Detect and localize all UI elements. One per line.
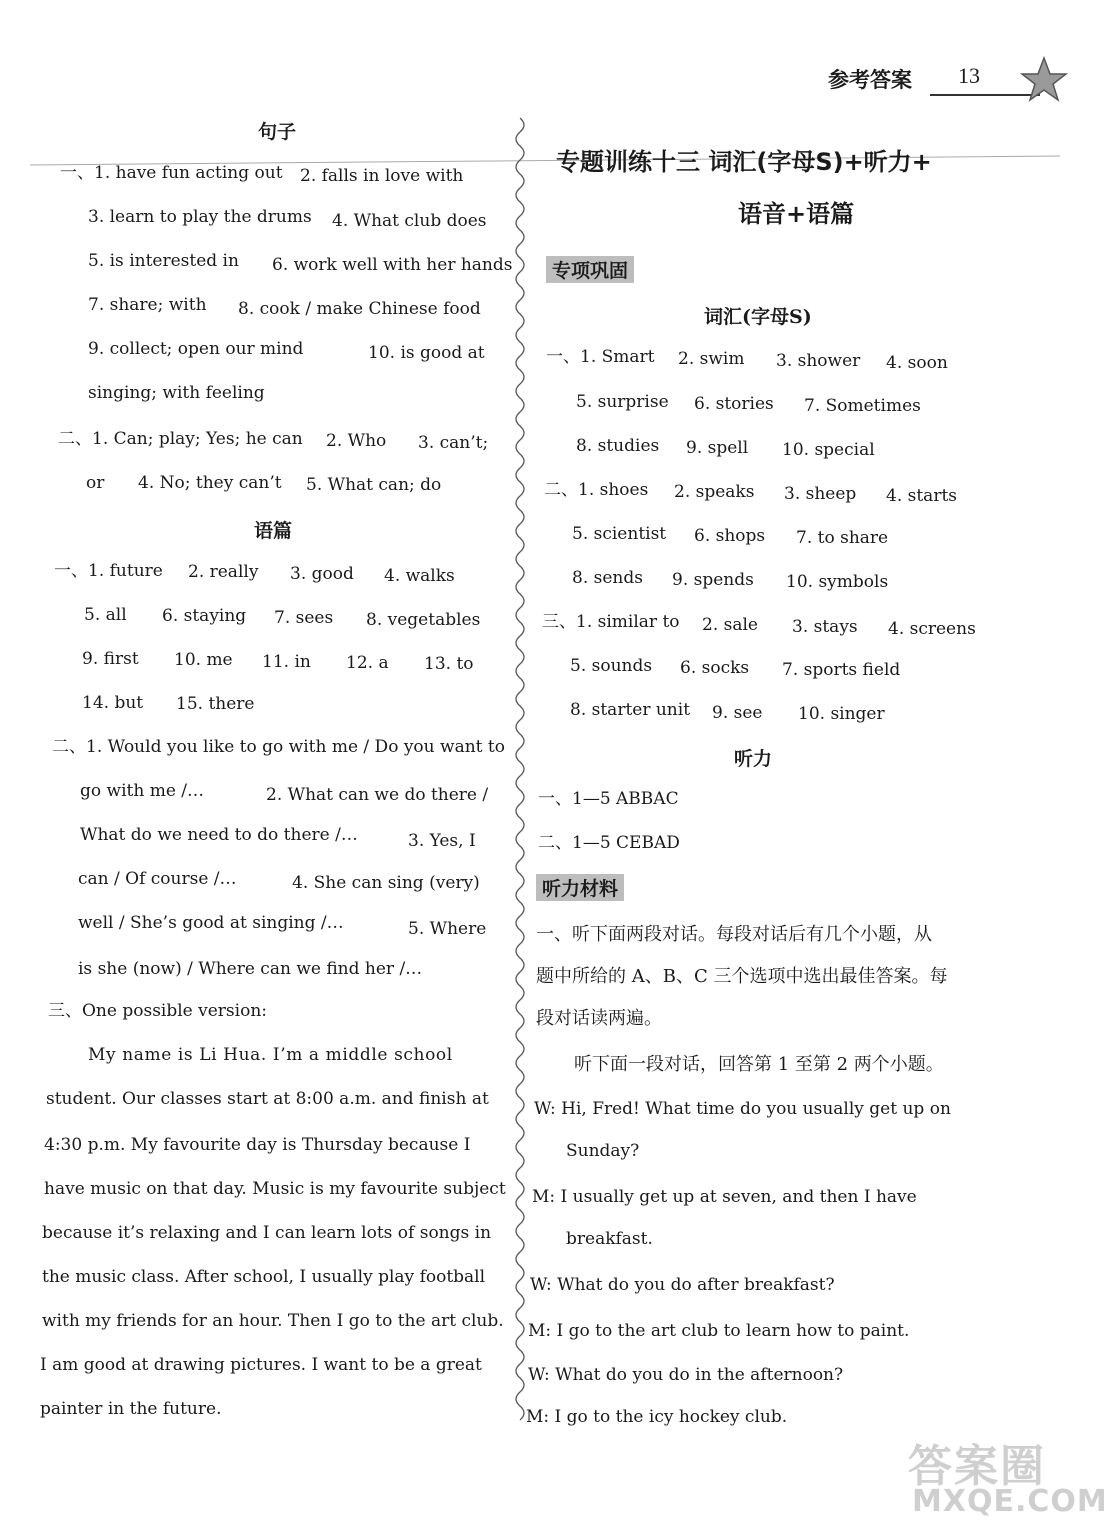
answer-line: is she (now) / Where can we find her /… — [78, 959, 423, 979]
answer-line: 10. special — [782, 440, 875, 460]
essay-line: painter in the future. — [40, 1399, 222, 1419]
instruction-line: 听下面一段对话，回答第 1 至第 2 两个小题。 — [574, 1054, 944, 1075]
essay-line: 4:30 p.m. My favourite day is Thursday because I — [44, 1135, 471, 1155]
answer-line: 7. share; with — [88, 295, 207, 315]
answer-line: 一、1. Smart — [546, 347, 655, 367]
watermark-url: MXQE.COM — [912, 1484, 1108, 1519]
answer-line: 4. screens — [888, 619, 976, 639]
answer-line: 一、1. have fun acting out — [60, 163, 283, 183]
answer-line: 一、1—5 ABBAC — [538, 789, 679, 809]
vocab-heading: 词汇(字母S) — [704, 306, 812, 328]
answer-line: 9. first — [82, 649, 139, 669]
answer-line: 4. soon — [886, 353, 948, 373]
answer-line: 4. No; they can’t — [138, 473, 282, 493]
dialogue-line: breakfast. — [566, 1229, 653, 1249]
answer-line: 二、1. Can; play; Yes; he can — [58, 429, 303, 449]
section-title: 专题训练十三 词汇(字母S)+听力+ — [556, 148, 932, 176]
answer-line: 11. in — [262, 652, 311, 672]
answer-line: 10. singer — [798, 704, 885, 724]
answer-line: 7. sports field — [782, 660, 901, 680]
answer-line: 2. sale — [702, 615, 758, 635]
answer-line: 2. really — [188, 562, 259, 582]
essay-line: I am good at drawing pictures. I want to be a great — [40, 1355, 482, 1375]
answer-line: 8. studies — [576, 436, 660, 456]
answer-line: 三、One possible version: — [48, 1001, 267, 1021]
header-title: 参考答案 — [828, 68, 912, 92]
answer-line: 3. can’t; — [418, 433, 489, 453]
dialogue-line: M: I go to the icy hockey club. — [526, 1407, 788, 1427]
answer-line: 4. What club does — [332, 211, 487, 231]
answer-line: 9. spell — [686, 438, 749, 458]
answer-line: 8. vegetables — [366, 610, 481, 630]
answer-line: 8. cook / make Chinese food — [238, 299, 481, 319]
essay-line: My name is Li Hua. I’m a middle school — [88, 1045, 453, 1065]
essay-line: have music on that day. Music is my favourite subject — [44, 1179, 506, 1199]
answer-line: 9. see — [712, 703, 763, 723]
answer-line: 6. socks — [680, 658, 750, 678]
answer-line: singing; with feeling — [88, 383, 265, 403]
star-icon — [1020, 56, 1068, 104]
answer-line: 5. What can; do — [306, 475, 442, 495]
dialogue-line: Sunday? — [566, 1141, 640, 1161]
dialogue-line: W: What do you do in the afternoon? — [528, 1365, 844, 1385]
answer-line: 14. but — [82, 693, 144, 713]
answer-line: 7. to share — [796, 528, 889, 548]
answer-line: 4. walks — [384, 566, 455, 586]
column-divider — [508, 118, 532, 1428]
answer-line: 10. symbols — [786, 572, 889, 592]
watermark-logo: 答案圈 — [908, 1441, 1046, 1492]
answer-line: 2. speaks — [674, 482, 755, 502]
answer-line: 3. Yes, I — [408, 831, 476, 851]
instruction-line: 段对话读两遍。 — [536, 1008, 662, 1029]
section-title: 语音+语篇 — [738, 200, 855, 228]
answer-line: 三、1. similar to — [542, 612, 680, 632]
answer-line: go with me /… — [80, 781, 205, 801]
answer-line: 3. shower — [776, 351, 861, 371]
answer-line: well / She’s good at singing /… — [78, 913, 344, 933]
answer-line: 二、1. Would you like to go with me / Do you want to — [52, 737, 505, 757]
answer-line: 4. starts — [886, 486, 957, 506]
answer-line: 10. me — [174, 650, 233, 670]
answer-line: or — [86, 473, 105, 493]
answer-line: 2. What can we do there / — [266, 785, 489, 805]
passage-heading: 语篇 — [254, 520, 293, 542]
answer-line: can / Of course /… — [78, 869, 237, 889]
essay-line: because it’s relaxing and I can learn lots of songs in — [42, 1223, 492, 1243]
section-tag: 听力材料 — [536, 874, 624, 901]
answer-line: 5. sounds — [570, 656, 653, 676]
essay-line: with my friends for an hour. Then I go to the art club. — [42, 1311, 504, 1331]
answer-line: 2. swim — [678, 349, 745, 369]
answer-line: 6. stories — [694, 394, 774, 414]
answer-line: 3. sheep — [784, 484, 857, 504]
answer-line: 4. She can sing (very) — [292, 873, 480, 893]
essay-line: student. Our classes start at 8:00 a.m. and finish at — [46, 1089, 489, 1109]
answer-line: 5. all — [84, 605, 127, 625]
answer-line: 7. sees — [274, 608, 334, 628]
answer-line: 7. Sometimes — [804, 396, 921, 416]
dialogue-line: W: What do you do after breakfast? — [530, 1275, 835, 1295]
answer-line: 6. shops — [694, 526, 766, 546]
answer-line: 8. starter unit — [570, 700, 691, 720]
answer-line: 12. a — [346, 653, 389, 673]
page-number: 13 — [958, 63, 980, 88]
answer-line: 5. is interested in — [88, 251, 239, 271]
instruction-line: 题中所给的 A、B、C 三个选项中选出最佳答案。每 — [536, 966, 948, 987]
answer-line: What do we need to do there /… — [80, 825, 358, 845]
answer-line: 2. Who — [326, 431, 387, 451]
dialogue-line: M: I usually get up at seven, and then I have — [532, 1187, 917, 1207]
instruction-line: 一、听下面两段对话。每段对话后有几个小题，从 — [536, 924, 932, 945]
answer-line: 5. surprise — [576, 392, 669, 412]
answer-line: 15. there — [176, 694, 255, 714]
essay-line: the music class. After school, I usually play football — [42, 1267, 486, 1287]
answer-line: 一、1. future — [54, 561, 163, 581]
answer-line: 8. sends — [572, 568, 643, 588]
answer-line: 13. to — [424, 654, 474, 674]
dialogue-line: W: Hi, Fred! What time do you usually get up on — [534, 1099, 951, 1119]
answer-line: 9. spends — [672, 570, 754, 590]
section-tag: 专项巩固 — [546, 256, 634, 283]
answer-line: 6. staying — [162, 606, 247, 626]
answer-line: 2. falls in love with — [300, 166, 464, 186]
listening-heading: 听力 — [734, 748, 773, 770]
answer-line: 10. is good at — [368, 343, 485, 363]
answer-line: 3. good — [290, 564, 354, 584]
answer-line: 二、1. shoes — [544, 480, 649, 500]
answer-line: 9. collect; open our mind — [88, 339, 304, 359]
answer-line: 3. learn to play the drums — [88, 207, 312, 227]
answer-line: 5. Where — [408, 919, 487, 939]
answer-line: 3. stays — [792, 617, 858, 637]
answer-line: 5. scientist — [572, 524, 667, 544]
answer-line: 二、1—5 CEBAD — [538, 833, 680, 853]
answer-line: 6. work well with her hands — [272, 255, 513, 275]
dialogue-line: M: I go to the art club to learn how to paint. — [528, 1321, 910, 1341]
sentences-heading: 句子 — [258, 121, 297, 143]
